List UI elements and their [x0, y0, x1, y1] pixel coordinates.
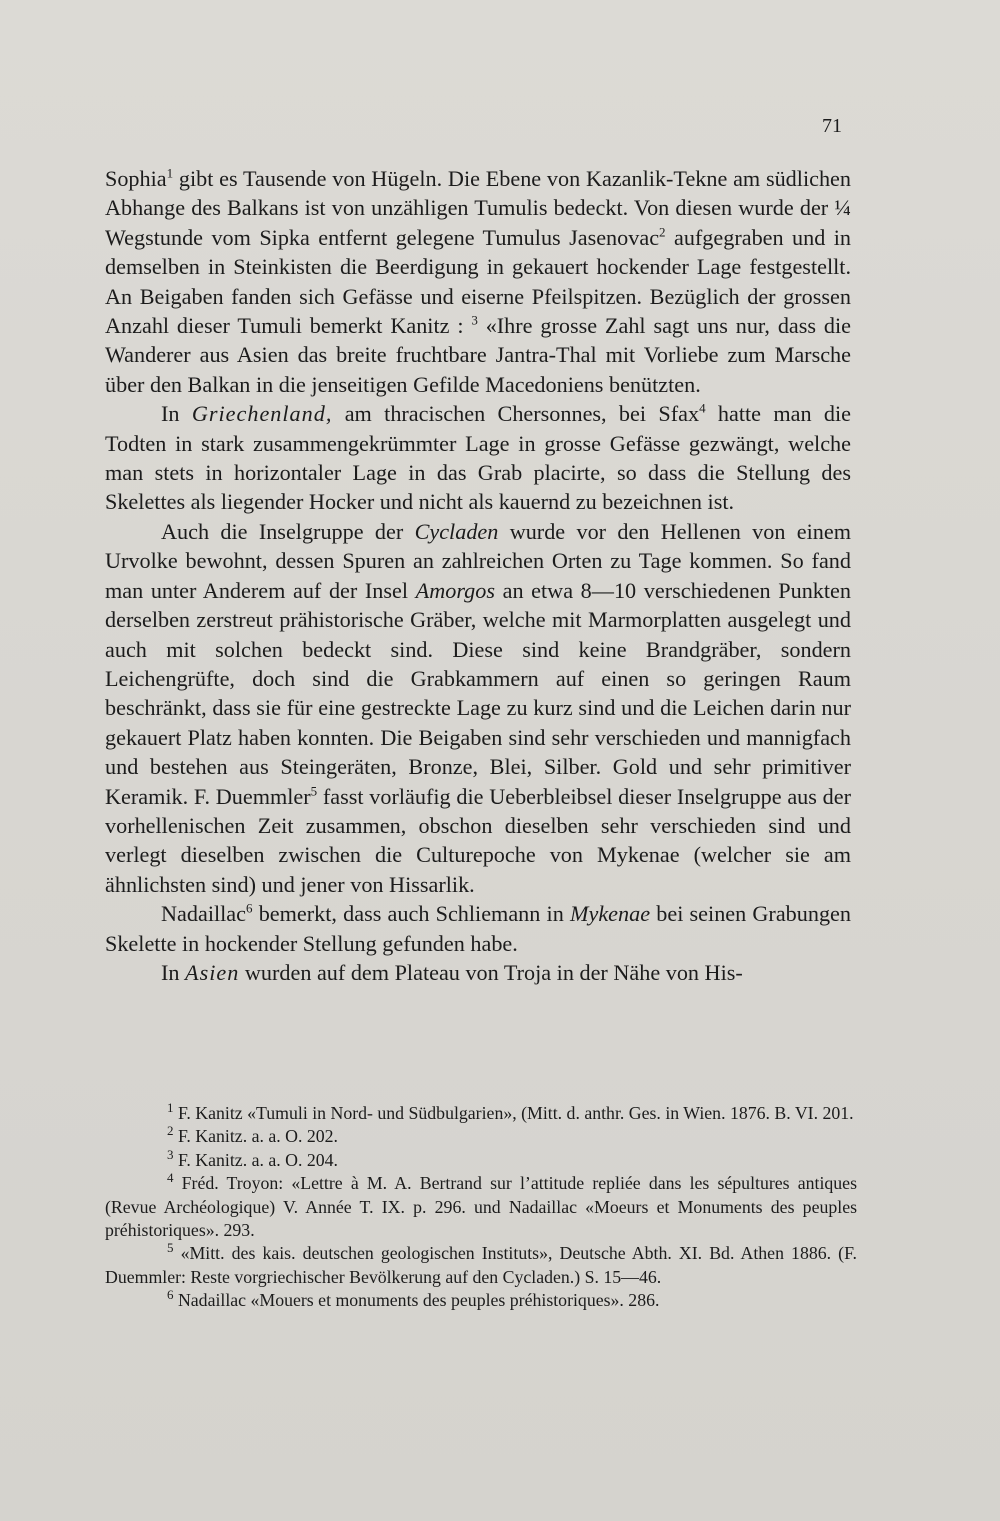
footnote: [105, 1125, 857, 1148]
paragraph-1: [105, 164, 851, 399]
paragraph-2: [105, 399, 851, 517]
text-run: an etwa 8—10 verschiedenen Punkten derselben zerstreut prähistorische Gräber, welche mit Marmorplatten ausgelegt und auch mit solchen bedeckt sind. Diese sind keine Brandgräber, sondern Leichengrüfte, doch sind die Grabkammern auf einen so geringen Raum beschränkt, dass sie für eine gestreckte Lage zu kurz sind und die Leichen darin nur gekauert Platz haben konnten. Die Beigaben sind sehr verschieden und mannigfach und bestehen aus Steingeräten, Bronze, Blei, Silber. Gold und sehr primitiver Keramik. F. Duemmler: [105, 577, 852, 809]
emphasis-term: Asien: [185, 959, 240, 985]
footnote: [105, 1242, 857, 1289]
text-run: In: [161, 959, 186, 985]
text-run: wurde vor den Hellenen von einem Urvolke bewohnt, dessen Spuren an zahlreichen Orten zu Tage kommen. So fand man unter Anderem auf der Insel: [105, 518, 851, 603]
footnote-number: 6: [167, 1287, 174, 1303]
text-run: Auch die Inselgruppe der: [161, 518, 415, 544]
text-run: Nadaillac: [161, 901, 247, 927]
footnote-ref: 2: [659, 224, 666, 240]
footnote-ref: 5: [310, 783, 318, 799]
text-run: fasst vorläufig die Ueberbleibsel dieser Inselgruppe aus der vorhellenischen Zeit zusammen, obschon dieselben sehr verschieden sind und verlegt dieselben zwischen die Culturepoche von Mykenae (welcher sie am ähnlichsten sind) und jener von Hissarlik.: [105, 783, 851, 897]
footnote-text: F. Kanitz. a. a. O. 204.: [173, 1149, 339, 1170]
footnote-ref: 6: [246, 900, 253, 916]
footnote-number: 3: [167, 1146, 174, 1162]
footnote-number: 2: [167, 1123, 174, 1139]
footnote-text: F. Kanitz. a. a. O. 202.: [173, 1126, 339, 1147]
text-run: hatte man die Todten in stark zusammengekrümmter Lage in grosse Gefässe gezwängt, welche man stets in horizontaler Lage in das Grab placirte, so dass die Stellung des Skelettes als liegender Hocker und nicht als kauernd zu bezeichnen ist.: [105, 401, 852, 515]
emphasis-term: Mykenae: [570, 901, 651, 927]
footnote: [105, 1172, 857, 1242]
footnote: [105, 1102, 857, 1125]
footnote-number: 1: [167, 1100, 174, 1116]
emphasis-term: Cycladen: [414, 518, 499, 544]
footnote-text: Fréd. Troyon: «Lettre à M. A. Bertrand sur l’attitude repliée dans les sépultures antiques (Revue Archéologique) V. Année T. IX. p. 296. und Nadaillac «Moeurs et Monuments des peuples préhistoriques». 293.: [105, 1173, 857, 1241]
footnote-ref: 1: [166, 165, 174, 181]
emphasis-term: Griechenland,: [191, 401, 333, 427]
text-run: bemerkt, dass auch Schliemann in: [252, 901, 570, 927]
text-run: wurden auf dem Plateau von Troja in der Nähe von His-: [239, 959, 743, 985]
main-text: [105, 164, 851, 987]
text-run: gibt es Tausende von Hügeln. Die Ebene von Kazanlik-Tekne am südlichen Abhange des Balkans ist von unzähligen Tumulis bedeckt. Von diesen wurde der ¼ Wegstunde vom Sipka entfernt gelegene Tumulus Jasenovac: [105, 166, 851, 250]
paragraph-4: [105, 899, 851, 958]
footnote-text: Nadaillac «Mouers et monuments des peuples préhistoriques». 286.: [173, 1290, 660, 1311]
paragraph-5: [105, 958, 851, 987]
paragraph-3: [105, 517, 851, 899]
footnote-text: F. Kanitz «Tumuli in Nord- und Südbulgarien», (Mitt. d. anthr. Ges. in Wien. 1876. B. VI. 201.: [173, 1103, 854, 1123]
footnote: [105, 1146, 857, 1172]
footnote-number: 5: [167, 1240, 174, 1256]
text-run: Sophia: [105, 166, 167, 191]
emphasis-term: Amorgos: [415, 577, 495, 603]
text-run: aufgegraben und in demselben in Steinkisten die Beerdigung in gekauert hockender Lage festgestellt. An Beigaben fanden sich Gefässe und eiserne Pfeilspitzen. Bezüglich der grossen Anzahl dieser Tumuli bemerkt Kanitz :: [105, 224, 851, 339]
text-run: «Ihre grosse Zahl sagt uns nur, dass die Wanderer aus Asien das breite fruchtbare Jantra-Thal mit Vorliebe zum Marsche über den Balkan in die jenseitigen Gefilde Macedoniens benützten.: [105, 313, 851, 397]
text-run: am thracischen Chersonnes, bei Sfax: [332, 401, 700, 427]
text-run: In: [161, 401, 192, 427]
footnote-number: 4: [167, 1170, 174, 1186]
footnotes: [105, 1102, 857, 1313]
footnote-ref: 3: [471, 312, 478, 328]
page-number: 71: [822, 115, 842, 137]
footnote-ref: 4: [699, 400, 706, 416]
footnote: [105, 1289, 857, 1312]
footnote-text: «Mitt. des kais. deutschen geologischen Instituts», Deutsche Abth. XI. Bd. Athen 1886. (F. Duemmler: Reste vorgriechischer Bevölkerung auf den Cycladen.) S. 15—46.: [105, 1243, 857, 1287]
text-run: bei seinen Grabungen Skelette in hockender Stellung gefunden habe.: [105, 901, 851, 956]
